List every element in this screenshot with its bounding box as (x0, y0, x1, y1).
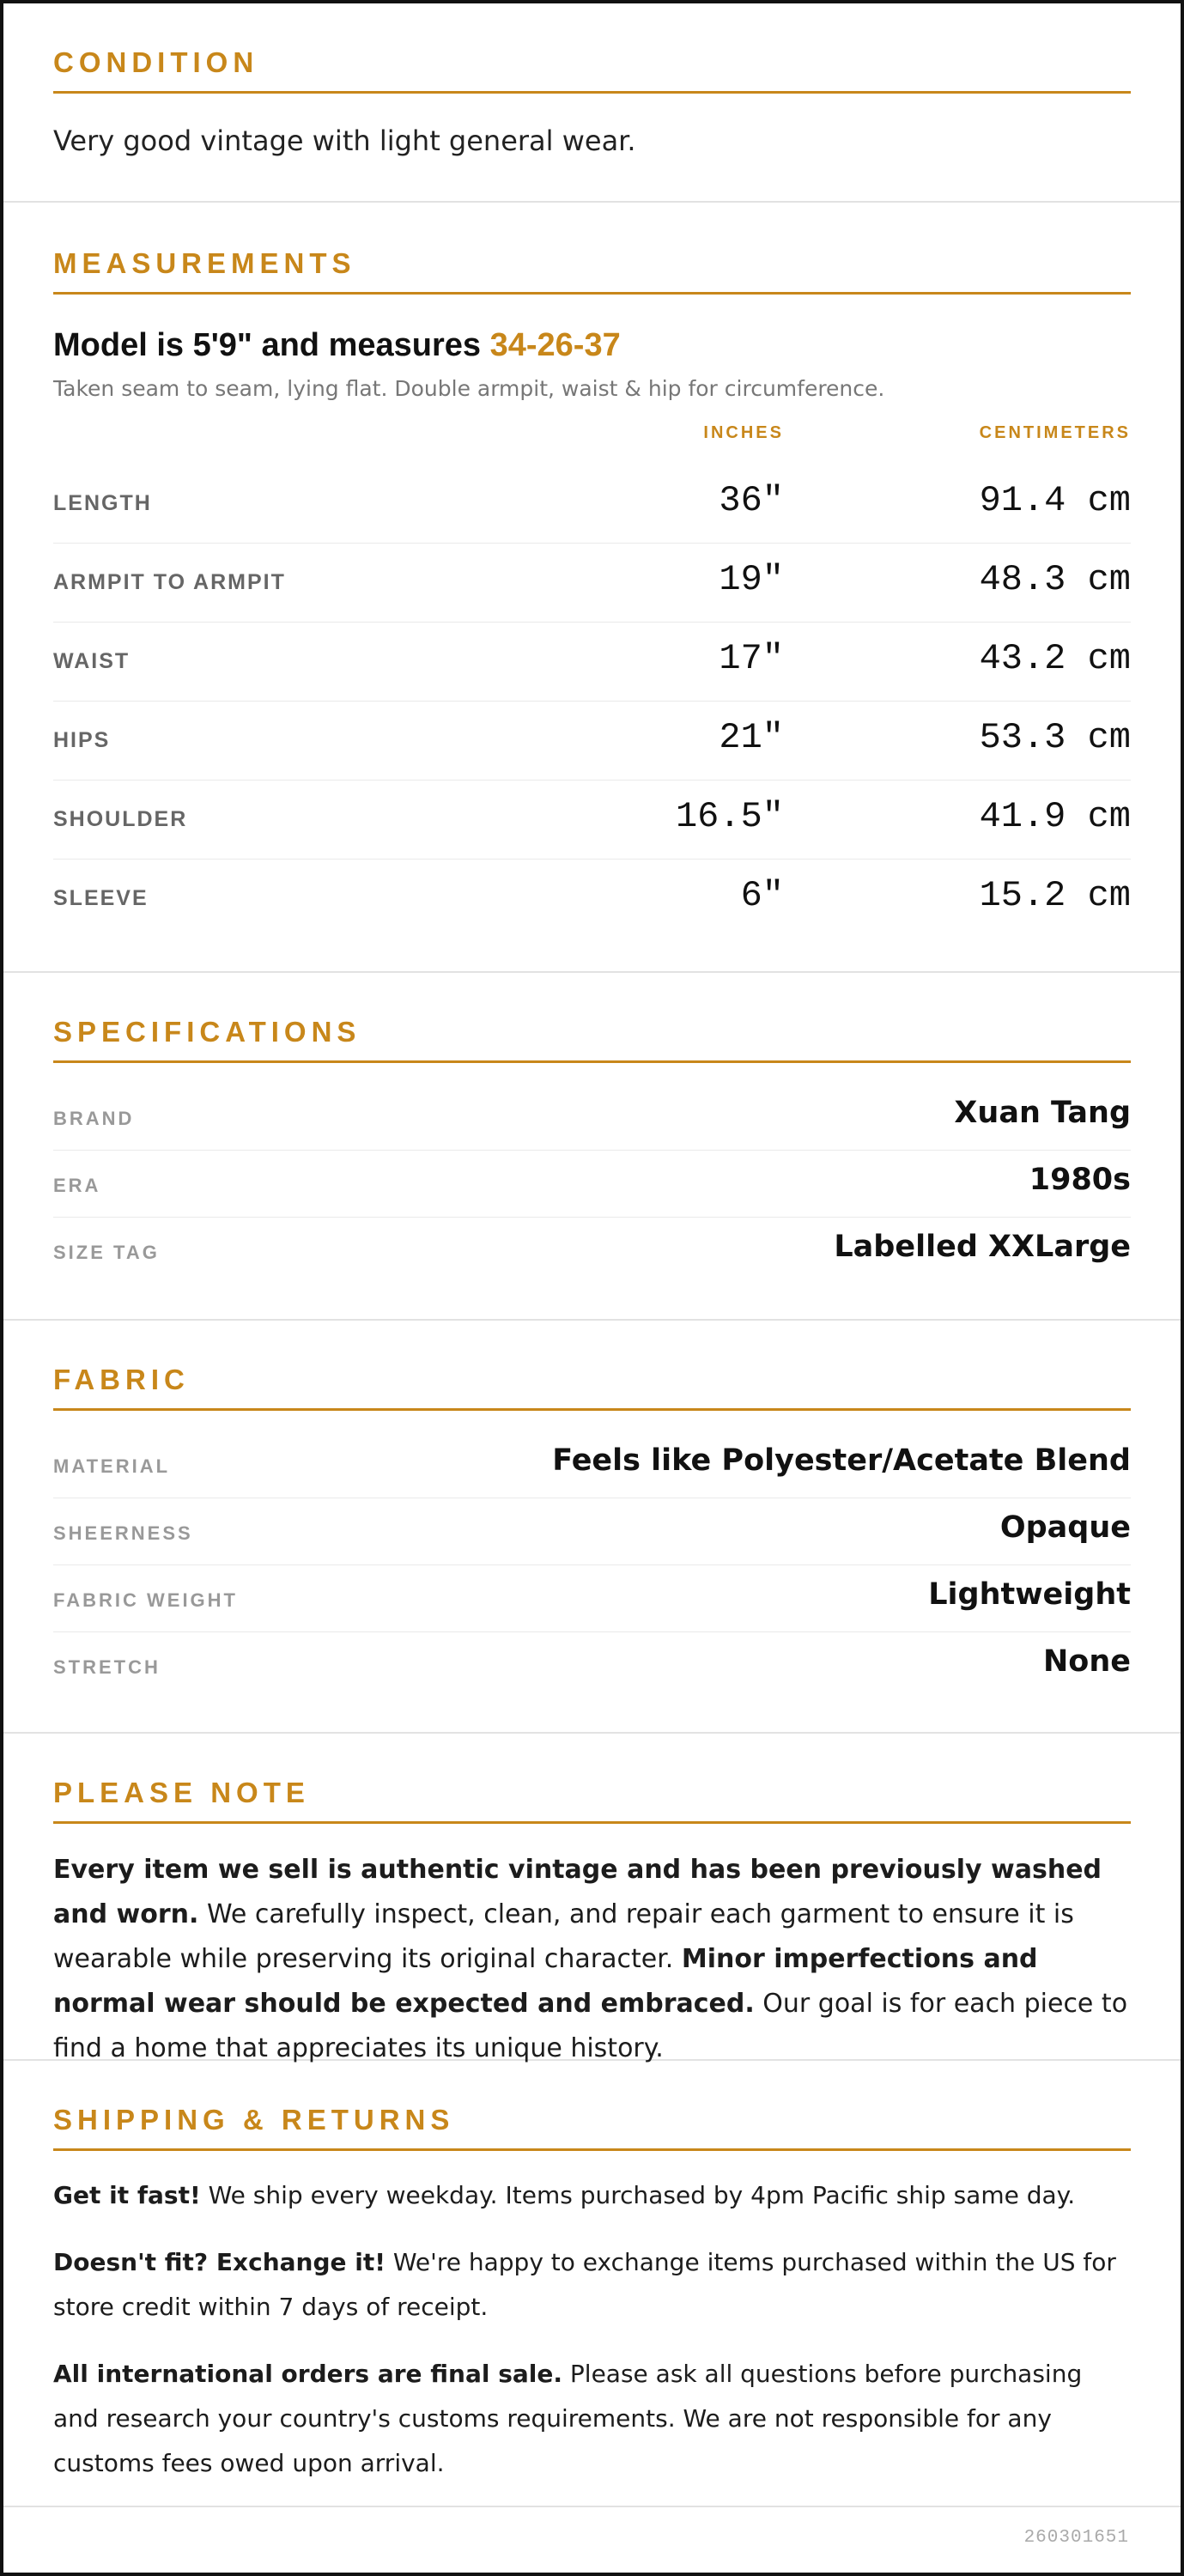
measurement-cm: 48.3 cm (979, 559, 1131, 600)
measurement-inches: 36" (719, 480, 784, 521)
measurement-table (53, 465, 1131, 938)
fabric-key: SHEERNESS (53, 1522, 193, 1544)
shipping-paragraph-2 (53, 2240, 1131, 2330)
please-note-text-1: We carefully inspect, clean, and repair each garment to ensure it is wearable while preserving its original character. (53, 1899, 1074, 1974)
spec-row-size-tag (53, 1218, 1131, 1284)
please-note-section (3, 1734, 1181, 2061)
please-note-heading: PLEASE NOTE (53, 1777, 1131, 1824)
spec-key: SIZE TAG (53, 1242, 160, 1263)
shipping-bold-3: All international orders are final sale. (53, 2360, 563, 2388)
measurement-row-shoulder (53, 781, 1131, 860)
shipping-heading: SHIPPING & RETURNS (53, 2104, 1131, 2151)
spec-key: BRAND (53, 1108, 135, 1129)
fabric-value: Lightweight (928, 1577, 1131, 1612)
model-stats: 34-26-37 (489, 327, 621, 363)
measurement-label: ARMPIT TO ARMPIT (53, 570, 286, 594)
spec-value: 1980s (1029, 1163, 1131, 1197)
fabric-value: None (1043, 1644, 1131, 1679)
fabric-row-sheerness (53, 1498, 1131, 1565)
model-info-prefix: Model is 5'9" and measures (53, 327, 482, 363)
measurements-section (3, 203, 1181, 973)
measurement-column-headers (53, 423, 1131, 458)
measurement-inches: 6" (740, 875, 784, 916)
fabric-key: STRETCH (53, 1656, 161, 1678)
fabric-key: FABRIC WEIGHT (53, 1589, 238, 1611)
shipping-text-2: We're happy to exchange items purchased within the US for store credit within 7 days of receipt. (53, 2248, 1116, 2321)
shipping-paragraph-1 (53, 2173, 1131, 2218)
measurement-row-length (53, 465, 1131, 544)
measurement-cm: 41.9 cm (979, 796, 1131, 837)
item-id: 260301651 (1023, 2528, 1129, 2548)
measurement-label: LENGTH (53, 491, 152, 515)
measurement-label: HIPS (53, 728, 111, 752)
please-note-bold-1: Every item we sell is authentic vintage and has been previously washed and worn. (53, 1855, 1102, 1929)
fabric-value: Opaque (999, 1510, 1131, 1545)
measurement-row-hips (53, 702, 1131, 781)
spec-row-era (53, 1151, 1131, 1218)
measurement-inches: 17" (719, 638, 784, 679)
please-note-text-2: Our goal is for each piece to find a home that appreciates its unique history. (53, 1989, 1128, 2063)
fabric-row-stretch (53, 1632, 1131, 1698)
measurement-cm: 43.2 cm (979, 638, 1131, 679)
condition-text: Very good vintage with light general wear. (53, 125, 636, 157)
measurement-inches: 21" (719, 717, 784, 758)
measurement-note: Taken seam to seam, lying flat. Double armpit, waist & hip for circumference. (53, 376, 885, 401)
spec-value: Labelled XXLarge (834, 1230, 1131, 1264)
measurement-cm: 53.3 cm (979, 717, 1131, 758)
measurement-cm: 91.4 cm (979, 480, 1131, 521)
specifications-list (53, 1084, 1131, 1284)
shipping-bold-2: Doesn't fit? Exchange it! (53, 2248, 386, 2276)
spec-value: Xuan Tang (954, 1096, 1131, 1130)
fabric-row-material (53, 1431, 1131, 1498)
fabric-heading: FABRIC (53, 1364, 1131, 1411)
measurement-label: WAIST (53, 649, 131, 673)
spec-key: ERA (53, 1175, 101, 1196)
measurement-row-armpit (53, 544, 1131, 623)
specifications-heading: SPECIFICATIONS (53, 1016, 1131, 1063)
model-info (53, 327, 1131, 364)
fabric-row-weight (53, 1565, 1131, 1632)
fabric-section (3, 1321, 1181, 1734)
inches-column-header: INCHES (703, 423, 784, 442)
shipping-paragraph-3 (53, 2352, 1131, 2486)
measurement-row-sleeve (53, 860, 1131, 938)
please-note-bold-2: Minor imperfections and normal wear should be expected and embraced. (53, 1944, 1038, 2019)
specifications-section (3, 973, 1181, 1321)
spec-row-brand (53, 1084, 1131, 1151)
fabric-list (53, 1431, 1131, 1698)
shipping-section (3, 2061, 1181, 2507)
condition-section (3, 3, 1181, 203)
shipping-text-3: Please ask all questions before purchasing and research your country's customs requirements. We are not responsible for any customs fees owed upon arrival. (53, 2360, 1083, 2477)
measurement-label: SHOULDER (53, 807, 188, 831)
measurement-inches: 19" (719, 559, 784, 600)
please-note-text (53, 1848, 1131, 2071)
fabric-value: Feels like Polyester/Acetate Blend (552, 1443, 1131, 1478)
fabric-key: MATERIAL (53, 1455, 171, 1477)
centimeters-column-header: CENTIMETERS (979, 423, 1131, 442)
measurements-heading: MEASUREMENTS (53, 247, 1131, 295)
shipping-bold-1: Get it fast! (53, 2181, 201, 2209)
measurement-inches: 16.5" (675, 796, 784, 837)
shipping-text-1: We ship every weekday. Items purchased by 4pm Pacific ship same day. (200, 2181, 1076, 2209)
measurement-cm: 15.2 cm (979, 875, 1131, 916)
measurement-label: SLEEVE (53, 886, 149, 910)
condition-heading: CONDITION (53, 46, 1131, 94)
measurement-row-waist (53, 623, 1131, 702)
